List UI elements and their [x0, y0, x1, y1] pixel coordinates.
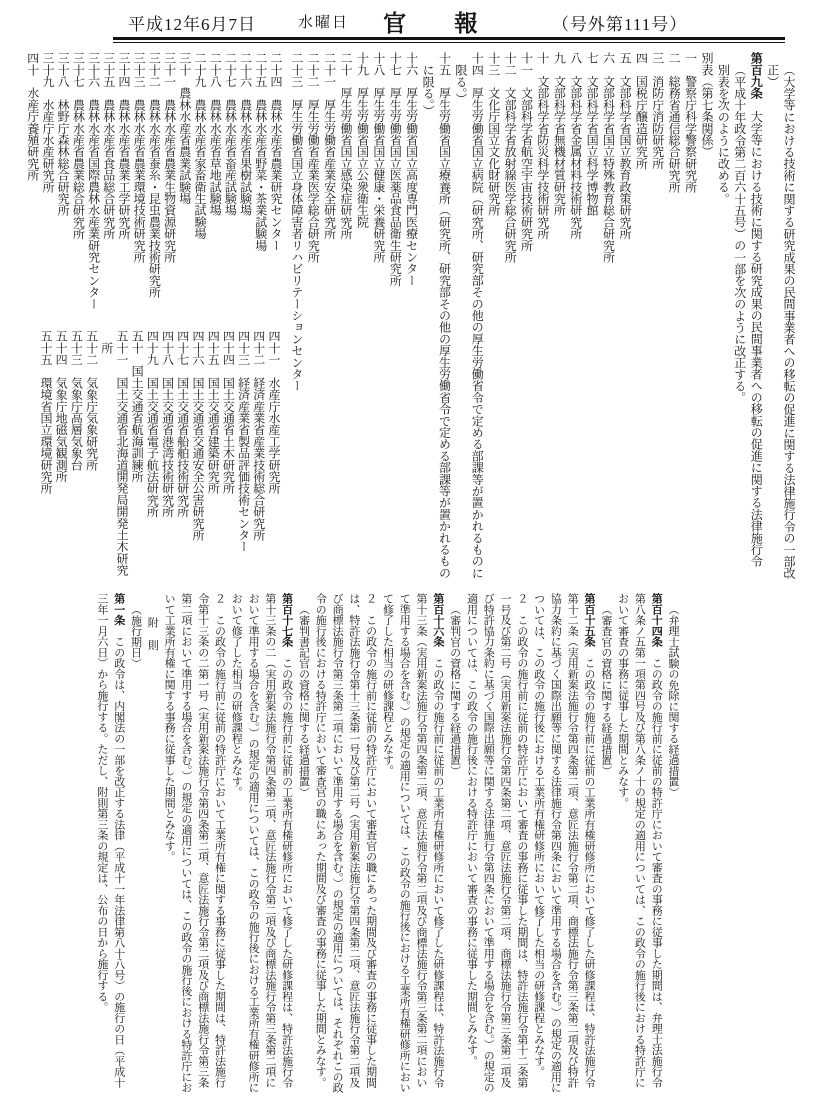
- table-item: 五十五 環境省国立環境研究所: [38, 330, 53, 494]
- table-item: 四 国税庁醸造研究所: [634, 52, 649, 170]
- table-item: 四十二 経済産業省産業技術総合研究所: [251, 330, 266, 541]
- table-item: 四十八 国土交通省港湾技術研究所: [160, 330, 175, 518]
- table-item: 十五 厚生労働省国立療養所（研究所、研究部その他の厚生労働省令で定める部課等が置かれるものに限る。）: [421, 52, 452, 579]
- table-item: 九 文部科学省無機材質研究所: [552, 52, 567, 216]
- table-item: 二十五 農林水産省野菜・茶業試験場: [253, 52, 268, 251]
- table-item: 三十五 農林水産省食品総合研究所: [101, 52, 116, 240]
- table-item: 四十七 国土交通省船舶技術研究所: [175, 330, 190, 518]
- table-item: 三十三 農林水産省農業環境技術研究所: [132, 52, 147, 263]
- table-item: 二十八 農林水産省草地試験場: [208, 52, 223, 216]
- table-item: 七 文部科学省国立科学博物館: [585, 52, 600, 216]
- supplement-label: 附 則: [146, 617, 159, 651]
- table-item: 五十一 国土交通省北海道開発局開発土木研究所: [99, 330, 129, 576]
- gazette-title: 官報: [383, 11, 526, 36]
- issue-date: 平成12年6月7日: [128, 15, 256, 34]
- amend-table-line: 別表を次のように改める。: [716, 64, 731, 205]
- article-paragraph: 第百十六条 この政令の施行前に従前の工業所有権研修所において修了した研修課程は、特許法施行令第十三条（実用新案法施行令第四条第二項、意匠法施行令第二項及び商標法施行令第三条第二項において準用する場合を含む。）の規定の適用については、この政令の施行後における工業所有権研修所において修了した相当の研修課程とみなす。: [381, 593, 444, 1093]
- table-item: 二十 厚生労働省国立感染症研究所: [339, 52, 354, 240]
- table-item: 四十 水産庁養殖研究所: [25, 52, 40, 181]
- appended-table-heading: 別表（第七条関係）: [699, 52, 714, 158]
- header-rule-thick: [113, 37, 785, 40]
- table-item: 二 総務省通信総合研究所: [667, 52, 682, 193]
- table-item: 三十二 農林水産省蚕糸・昆虫農業技術研究所: [147, 52, 162, 298]
- table-item: 十六 厚生労働省国立高度専門医療センター: [404, 52, 419, 287]
- table-item: 四十一 水産庁水産工学研究所: [267, 330, 281, 494]
- appended-table-upper-left-band: [19, 52, 283, 330]
- table-item: 五十二 気象庁気象研究所: [84, 330, 99, 471]
- appended-table-lower-left-band: [19, 330, 281, 582]
- supplement-heading: （施行期日）: [129, 604, 142, 669]
- table-item: 十四 厚生労働省国立病院（研究所、研究部その他の厚生労働省令で定める部課等が置かれるものに限る。）: [453, 52, 485, 579]
- amendment-section-right: [285, 52, 797, 582]
- amendment-title: （大学等における技術に関する研究成果の民間事業者への移転の促進に関する法律施行令の一部改正）: [765, 64, 796, 579]
- article-paragraph: 第百十四条 この政令の施行前に従前の特許庁において審査の事務に従事した期間は、弁理士法施行令第八条ノ五第一項第四号及び第八条ノ十の規定の適用については、この政令の施行後における特許庁において審査の事務に従事した期間とみなす。: [616, 593, 663, 1088]
- table-item: 二十六 農林水産省果樹試験場: [238, 52, 253, 216]
- table-item: 五十 国土交通省航海訓練所: [130, 330, 145, 483]
- page-header: [0, 0, 833, 46]
- table-item: 一 警察庁科学警察研究所: [683, 52, 698, 193]
- article-paragraph: 第百十七条 この政令の施行前に従前の工業所有権研修所において修了した研修課程は、特許法施行令第十三条の二（実用新案法施行令第四条第二項、意匠法施行令第二項及び商標法施行令第三条第二項において準用する場合を含む。）の規定の適用については、この政令の施行後における工業所有権研修所において修了した相当の研修課程とみなす。: [230, 593, 293, 1093]
- articles-section: [25, 593, 681, 1093]
- table-item: 十九 厚生労働省国立公衆衛生院: [355, 52, 370, 228]
- table-item: 二十一 厚生労働省産業安全研究所: [322, 52, 337, 240]
- table-item: 四十六 国土交通省交通安全公害研究所: [190, 330, 205, 541]
- table-item: 二十四 農林水産省農業研究センター: [269, 52, 283, 251]
- table-item: 二十二 厚生労働省産業医学総合研究所: [306, 52, 321, 263]
- article-paragraph: 第百十五条 この政令の施行前に従前の工業所有権研修所において修了した研修課程は、特許法施行令第十二条（実用新案法施行令第四条第二項、意匠法施行令第二項、商標法施行令第三条第二項及び特許協力条約に基づく国際出願等に関する法律施行令第四条において準用する場合を含む。）の規定の適用については、この政令の施行後における工業所有権研修所において修了した相当の研修課程とみなす。: [532, 593, 596, 1093]
- table-item: 三十八 林野庁森林総合研究所: [56, 52, 71, 216]
- table-item: 十 文部科学省防災科学技術研究所: [535, 52, 550, 240]
- table-item: 四十九 国土交通省電子航法研究所: [145, 330, 160, 518]
- table-item: 十七 厚生労働省国立医薬品食品衛生研究所: [388, 52, 403, 287]
- table-item: 三 消防庁消防研究所: [650, 52, 665, 170]
- table-item: 五 文部科学省国立教育政策研究所: [617, 52, 632, 240]
- article-paragraph: ２ この政令の施行前に従前の特許庁において工業所有権に関する事務に従事した期間は、特許法施行令第十三条の二第一号（実用新案法施行令第四条第二項、意匠法施行令第二項及び商標法施行令第三条第二項において準用する場合を含む。）の規定の適用については、この政令の施行後における特許庁において工業所有権に関する事務に従事した期間とみなす。: [163, 593, 226, 1093]
- table-item: 四十五 国土交通省建築研究所: [206, 330, 221, 494]
- article-heading: （審査官の資格に関する経過措置）: [599, 604, 612, 776]
- article-paragraph: ２ この政令の施行前に従前の特許庁において審査の事務に従事した期間は、特許法施行令第十二条第一号及び第二号（実用新案法施行令第四条第二項、意匠法施行令第二項、商標法施行令第三条第二項及び特許協力条約に基づく国際出願等に関する法律施行令第四条において準用する場合を含む。）の規定の適用については、この政令の施行後における特許庁において審査の事務に従事した期間とみなす。: [465, 593, 528, 1093]
- supplement-paragraph: 第一条 この政令は、内閣法の一部を改正する法律（平成十一年法律第八十八号）の施行の日（平成十三年一月六日）から施行する。ただし、附則第三条の規定は、公布の日から施行する。: [95, 593, 125, 1088]
- article-heading: （弁理士試験の免除に関する経過措置）: [667, 604, 679, 798]
- article-109: 第百九条 大学等における技術に関する研究成果の民間事業者への移転の促進に関する法律施行令（平成十年政令第二百六十五号）の一部を次のように改正する。: [732, 52, 764, 567]
- table-item: 六 文部科学省国立特殊教育総合研究所: [601, 52, 616, 263]
- table-item: 三十四 農林水産省農業工学研究所: [116, 52, 131, 240]
- table-item: 十三 文化庁国立文化財研究所: [486, 52, 501, 216]
- article-heading: （審判官の資格に関する経過措置）: [448, 604, 461, 776]
- table-item: 十二 文部科学省放射線医学総合研究所: [503, 52, 518, 263]
- article-paragraph: ２ この政令の施行前に従前の特許庁において審査官の職にあった期間及び審査の事務に従事した期間は、特許法施行令第十三条第一号及び第二号（実用新案法施行令第四条第二項、意匠法施行令第二項及び商標法施行令第三条第二項において準用する場合を含む。）の規定の適用については、それぞれこの政令の施行後における特許庁において審査官の職にあった期間及び審査の事務に従事した期間とみなす。: [314, 593, 377, 1093]
- table-item: 三十一 農林水産省農業生物資源研究所: [162, 52, 177, 263]
- table-item: 三十九 水産庁水産研究所: [40, 52, 55, 193]
- header-rule-thin: [113, 42, 785, 43]
- table-item: 五十四 気象庁地磁気観測所: [54, 330, 69, 483]
- table-item: 十八 厚生労働省国立健康・栄養研究所: [371, 52, 386, 263]
- issue-weekday: 水曜日: [298, 15, 350, 31]
- table-item: 三十七 農林水産省農業総合研究所: [71, 52, 86, 240]
- article-heading: （審判書記官の資格に関する経過措置）: [297, 604, 310, 798]
- table-item: 三十六 農林水産省国際農林水産業研究センター: [86, 52, 101, 310]
- table-item: 二十七 農林水産省畜産試験場: [223, 52, 238, 216]
- table-item: 四十四 国土交通省土木研究所: [221, 330, 236, 494]
- table-item: 十一 文部科学省航空宇宙技術研究所: [519, 52, 534, 251]
- table-item: 八 文部科学省金属材料技術研究所: [568, 52, 583, 240]
- issue-number: （号外第111号）: [552, 15, 688, 34]
- table-item: 二十三 厚生労働省国立身体障害者リハビリテーションセンター: [289, 52, 304, 392]
- table-item: 四十三 経済産業省製品評価技術センター: [236, 330, 251, 553]
- table-item: 五十三 気象庁高層気象台: [69, 330, 84, 471]
- table-item: 二十九 農林水産省家畜衛生試験場: [192, 52, 207, 240]
- table-item: 三十 農林水産省農業試験場: [177, 52, 192, 205]
